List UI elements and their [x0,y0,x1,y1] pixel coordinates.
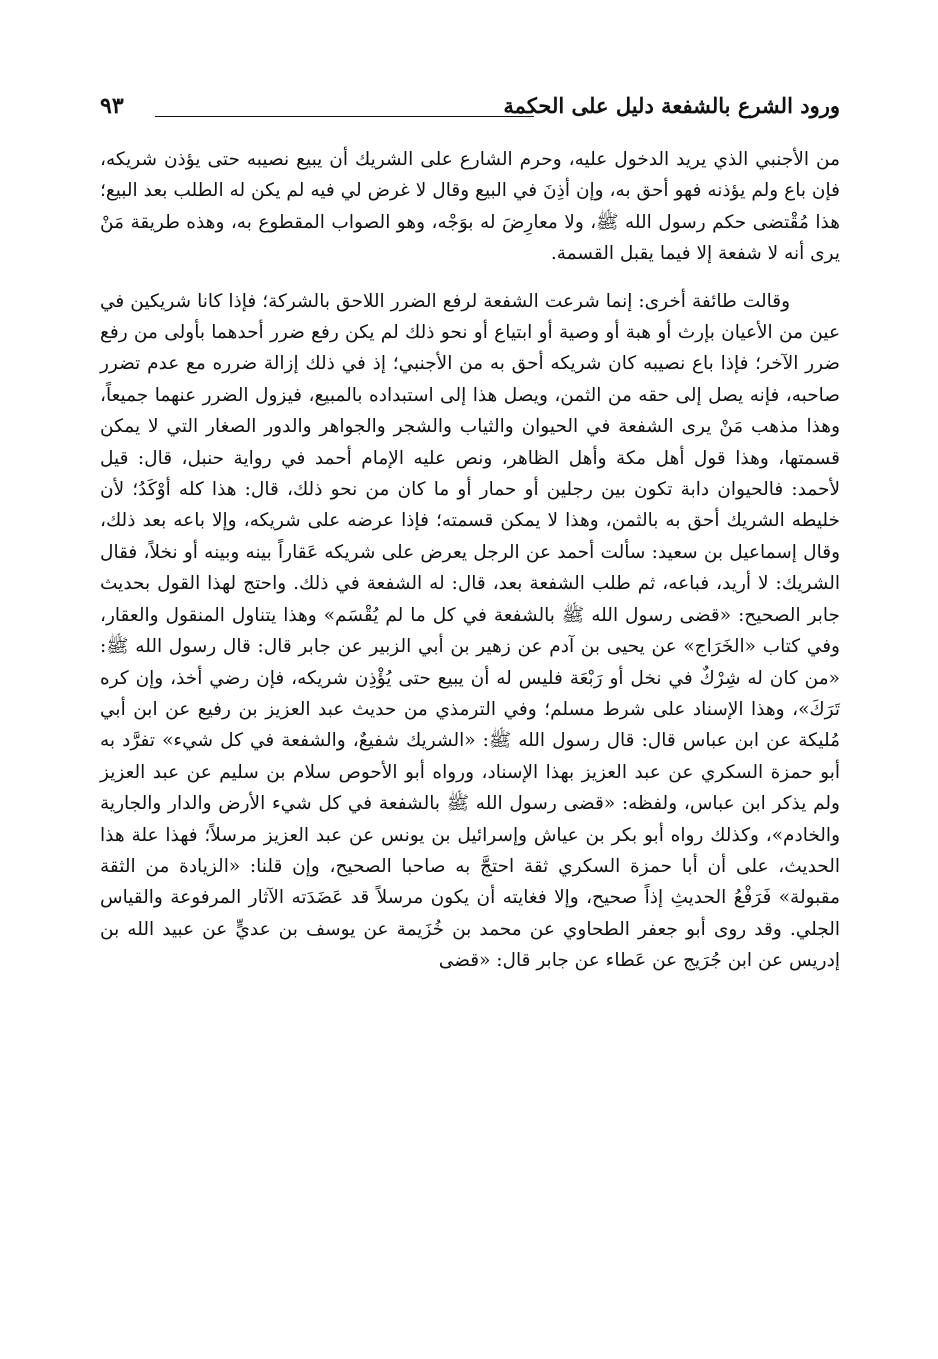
page-number: ٩٣ [100,93,124,119]
header-title: ورود الشرع بالشفعة دليل على الحكمة [503,93,840,118]
header-rule [155,116,534,117]
running-header [100,90,840,130]
paragraph-1: من الأجنبي الذي يريد الدخول عليه، وحرم الشارع على الشريك أن يبيع نصيبه حتى يؤذن شريكه، فإن باع ولم يؤذنه فهو أحق به، وإن أذِنَ في البيع وقال لا غرض لي فيه لم يكن له الطلب بعد البيع؛ هذا مُقْتضى حكم رسول الله ﷺ، ولا معارِضَ له بوَجْه، وهو الصواب المقطوع به، وهذه طريقة مَنْ يرى أنه لا شفعة إلا فيما يقبل القسمة. [100,149,840,265]
book-page [100,90,840,1290]
paragraph-2: وقالت طائفة أخرى: إنما شرعت الشفعة لرفع الضرر اللاحق بالشركة؛ فإذا كانا شريكين في عين من الأعيان بإرث أو هبة أو وصية أو ابتياع أو نحو ذلك لم يكن رفع ضرر أحدهما بأولى من رفع ضرر الآخر؛ فإذا باع نصيبه كان شريكه أحق به من الأجنبي؛ إذ في ذلك إزالة ضرره مع عدم تضرر صاحبه، فإنه يصل إلى حقه من الثمن، ويصل هذا إلى استبداده بالمبيع، فيزول الضرر عنهما جميعاً، وهذا مذهب مَنْ يرى الشفعة في الحيوان والثياب والشجر والجواهر والدور الصغار التي لا يمكن قسمتها، وهذا قول أهل مكة وأهل الظاهر، ونص عليه الإمام أحمد في رواية حنبل، قال: قيل لأحمد: فالحيوان دابة تكون بين رجلين أو حمار أو ما كان من نحو ذلك، قال: هذا كله أوْكَدُ؛ لأن خليطه الشريك أحق به بالثمن، وهذا لا يمكن قسمته؛ فإذا عرضه على شريكه، وإلا باعه بعد ذلك، وقال إسماعيل بن سعيد: سألت أحمد عن الرجل يعرض على شريكه عَقاراً بينه وبينه أو نخلاً، فقال الشريك: لا أريد، فباعه، ثم طلب الشفعة بعد، قال: له الشفعة في ذلك. واحتج لهذا القول بحديث جابر الصحيح: «قضى رسول الله ﷺ بالشفعة في كل ما لم يُقْسَم» وهذا يتناول المنقول والعقار، وفي كتاب «الخَرَاج» عن يحيى بن آدم عن زهير بن أبي الزبير عن جابر قال: قال رسول الله ﷺ: «من كان له شِرْكٌ في نخل أو رَبْعَة فليس له أن يبيع حتى يُؤْذِن شريكه، فإن رضي أخذ، وإن كره تَرَكَ»، وهذا الإسناد على شرط مسلم؛ وفي الترمذي من حديث عبد العزيز بن رفيع عن ابن أبي مُليكة عن ابن عباس قال: قال رسول الله ﷺ: «الشريك شفيعٌ، والشفعة في كل شيء» تفرَّد به أبو حمزة السكري عن عبد العزيز بهذا الإسناد، ورواه أبو الأحوص سلام بن سليم عن عبد العزيز ولم يذكر ابن عباس، ولفظه: «قضى رسول الله ﷺ بالشفعة في كل شيء الأرض والدار والجارية والخادم»، وكذلك رواه أبو بكر بن عياش وإسرائيل بن يونس عن عبد العزيز مرسلاً؛ فهذا علة هذا الحديث، على أن أبا حمزة السكري ثقة احتجَّ به صاحبا الصحيح، وإن قلنا: «الزيادة من الثقة مقبولة» فَرَفْعُ الحديثِ إذاً صحيح، وإلا فغايته أن يكون مرسلاً قد عَضَدَته الآثار المرفوعة والقياس الجلي. وقد روى أبو جعفر الطحاوي عن محمد بن خُزَيمة عن يوسف بن عديٍّ عن عبيد الله بن إدريس عن ابن جُرَيج عن عَطاء عن جابر قال: «قضى [100,290,840,972]
